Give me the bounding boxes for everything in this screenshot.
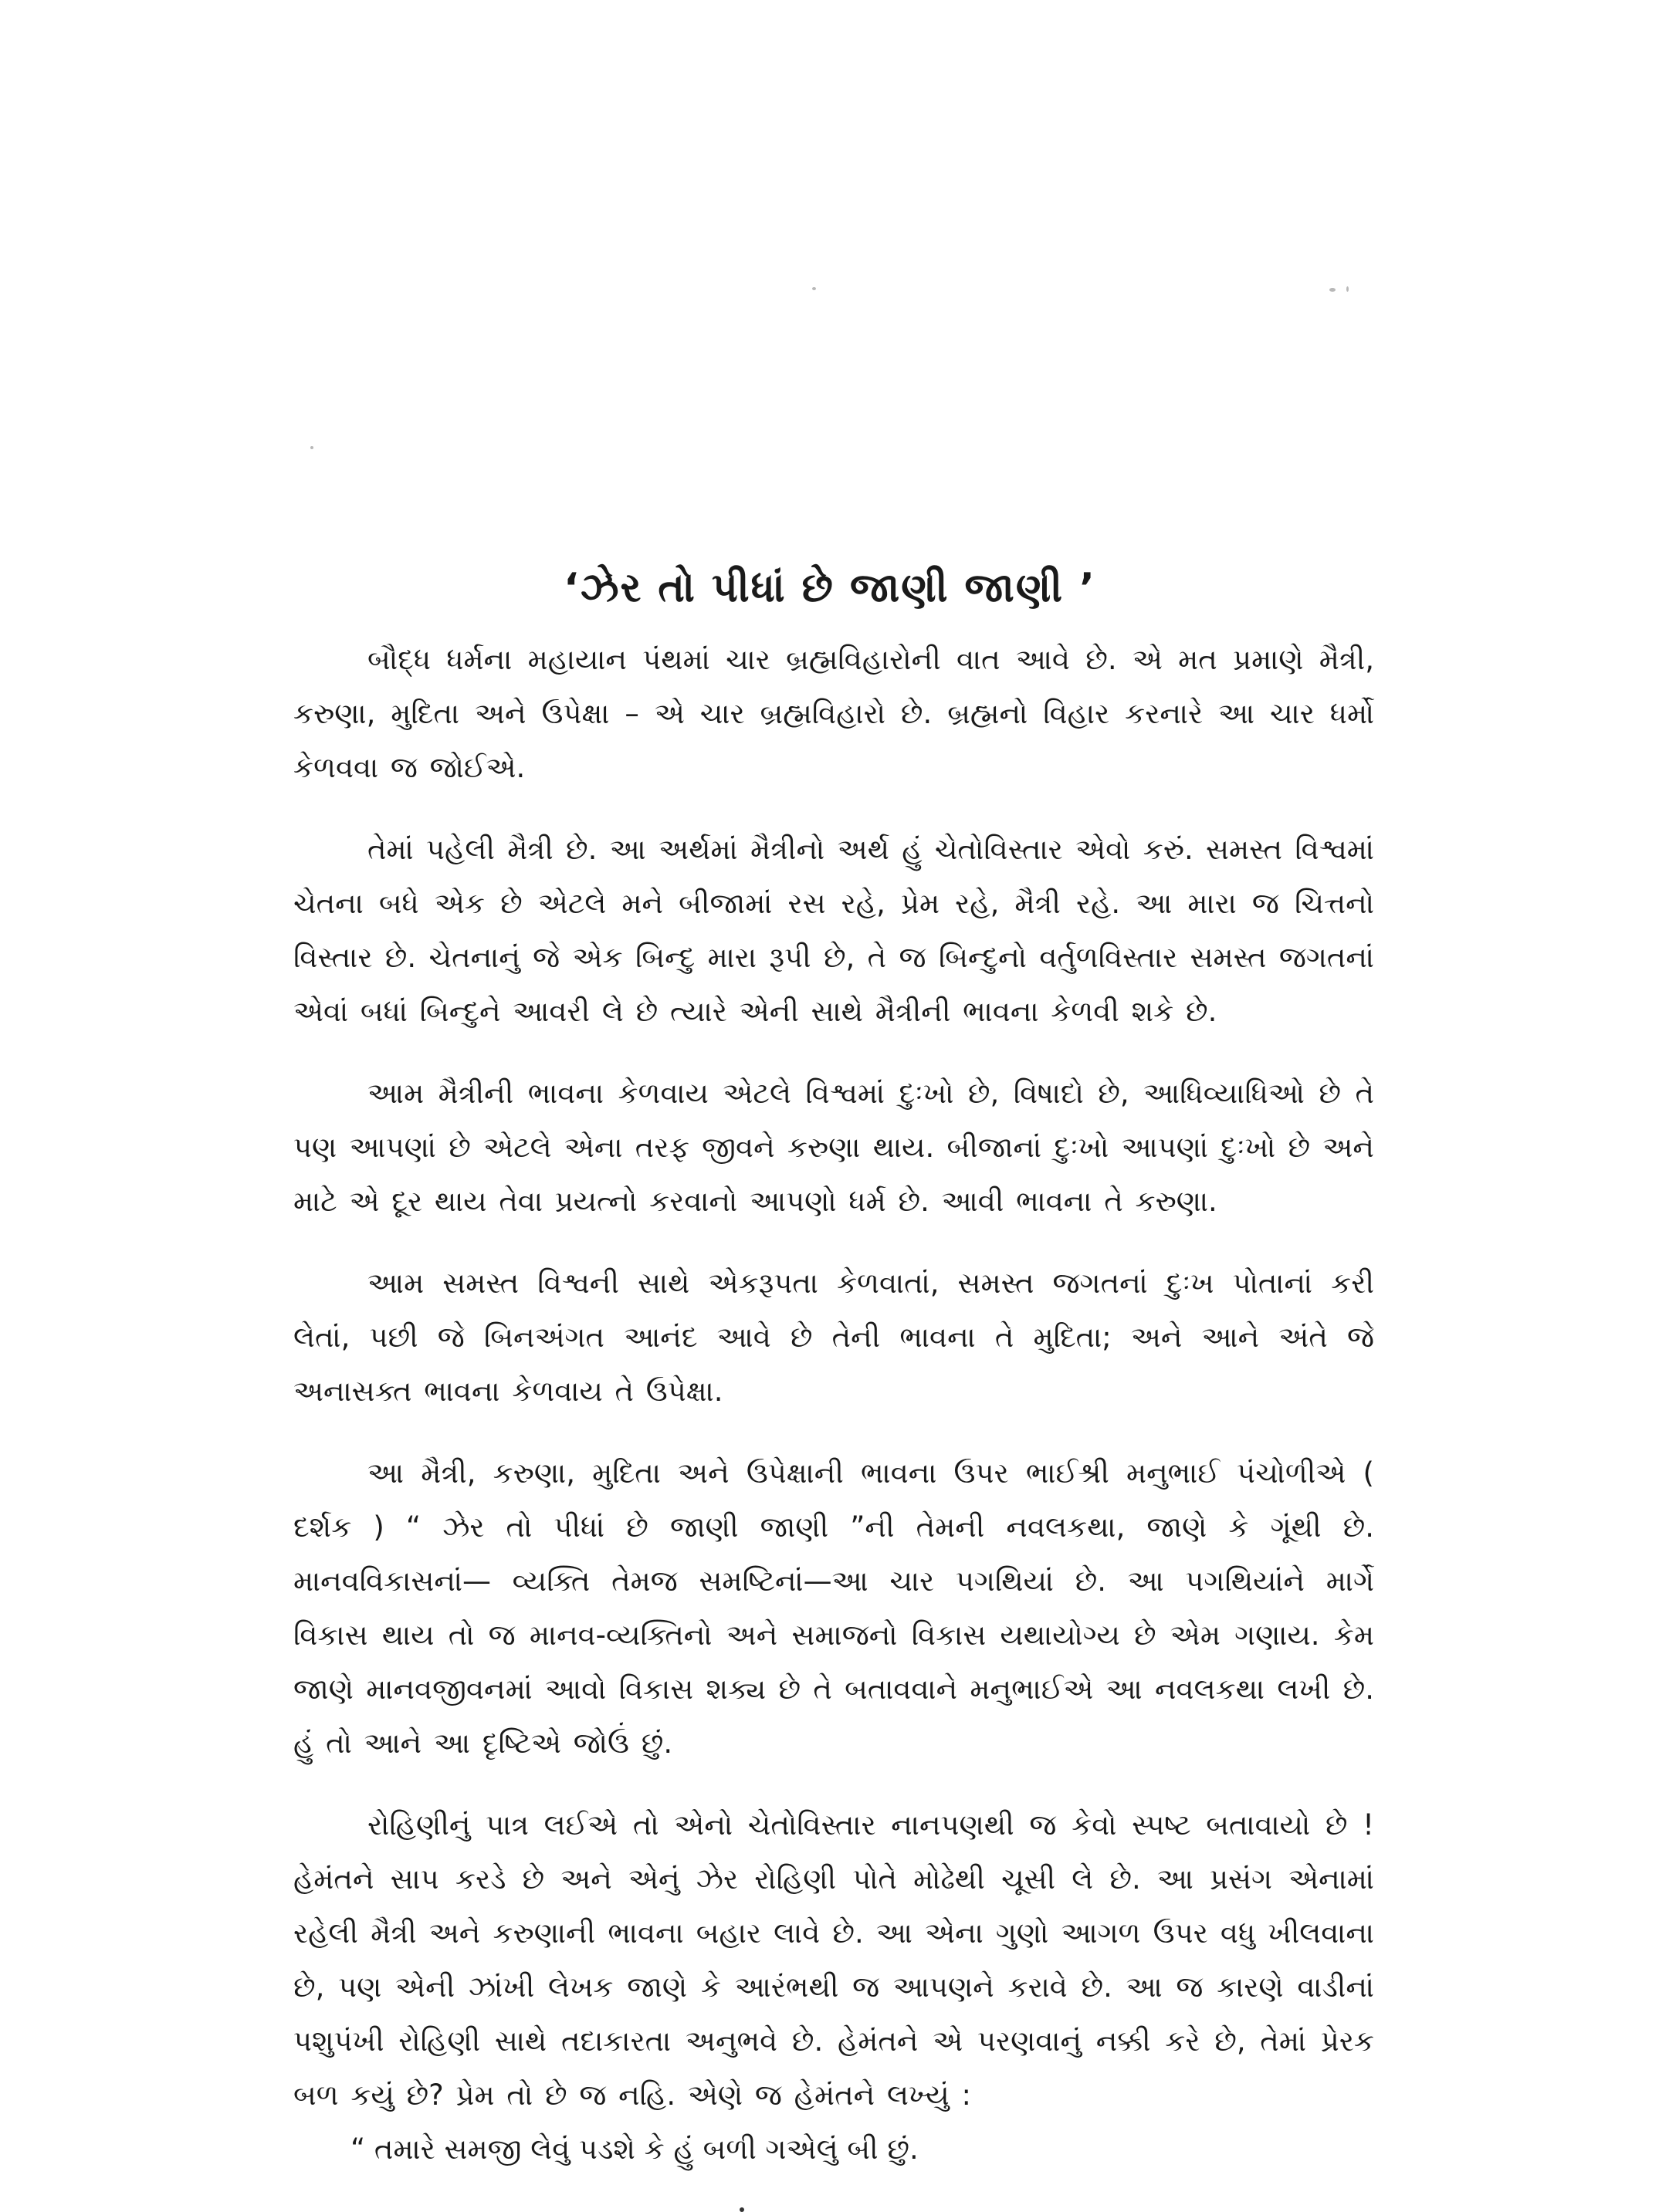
page-title: ‘ઝેર તો પીધાં છે જાણી જાણી ’ [564,565,1096,611]
paragraph-3: આમ મૈત્રીની ભાવના કેળવાય એટલે વિશ્વમાં દુઃખો છે, વિષાદો છે, આધિવ્યાધિઓ છે તે પણ આપણાં છે એટલે એના તરફ જીવને કરુણા થાય. બીજાનાં દુઃખો આપણાં દુઃખો છે અને માટે એ દૂર થાય તેવા પ્રયત્નો કરવાનો આપણો ધર્મ છે. આવી ભાવના તે કરુણા. [293,1077,1374,1218]
page-dot [740,2207,744,2212]
paragraph-2: તેમાં પહેલી મૈત્રી છે. આ અર્થમાં મૈત્રીનો અર્થ હું ચેતોવિસ્તાર એવો કરું. સમસ્ત વિશ્વમાં ચેતના બધે એક છે એટલે મને બીજામાં રસ રહે, પ્રેમ રહે, મૈત્રી રહે. આ મારા જ ચિત્તનો વિસ્તાર છે. ચેતનાનું જે એક બિન્દુ મારા રૂપી છે, તે જ બિન્દુનો વર્તુળવિસ્તાર સમસ્ત જગતનાં એવાં બધાં બિન્દુને આવરી લે છે ત્યારે એની સાથે મૈત્રીની ભાવના કેળવી શકે છે. [293,833,1374,1028]
body-text [293,633,1374,2176]
scan-speck [812,287,816,290]
scan-speck [310,446,313,449]
quote-line: “ તમારે સમજી લેવું પડશે કે હું બળી ગએલું બી છું. [350,2133,919,2166]
paragraph-4: આમ સમસ્ત વિશ્વની સાથે એકરૂપતા કેળવાતાં, સમસ્ત જગતનાં દુઃખ પોતાનાં કરી લેતાં, પછી જે બિનઅંગત આનંદ આવે છે તેની ભાવના તે મુદિતા; અને આને અંતે જે અનાસક્ત ભાવના કેળવાય તે ઉપેક્ષા. [293,1267,1374,1408]
paragraph-1: બૌદ્ધ ધર્મના મહાયાન પંથમાં ચાર બ્રહ્મવિહારોની વાત આવે છે. એ મત પ્રમાણે મૈત્રી, કરુણા, મુદિતા અને ઉપેક્ષા – એ ચાર બ્રહ્મવિહારો છે. બ્રહ્મનો વિહાર કરનારે આ ચાર ધર્મો કેળવવા જ જોઈએ. [293,643,1374,784]
scan-speck [1346,286,1349,292]
paragraph-5: આ મૈત્રી, કરુણા, મુદિતા અને ઉપેક્ષાની ભાવના ઉપર ભાઈશ્રી મનુભાઈ પંચોળીએ ( દર્શક ) “ ઝેર તો પીધાં છે જાણી જાણી ”ની તેમની નવલકથા, જાણે કે ગૂંથી છે. માનવવિકાસનાં— વ્યક્તિ તેમજ સમષ્ટિનાં—આ ચાર પગથિયાં છે. આ પગથિયાંને માર્ગે વિકાસ થાય તો જ માનવ-વ્યક્તિનો અને સમાજનો વિકાસ યથાયોગ્ય છે એમ ગણાય. કેમ જાણે માનવજીવનમાં આવો વિકાસ શક્ય છે તે બતાવવાને મનુભાઈએ આ નવલકથા લખી છે. હું તો આને આ દૃષ્ટિએ જોઉં છું. [293,1456,1374,1760]
scan-speck [1329,288,1336,292]
paragraph-6: રોહિણીનું પાત્ર લઈએ તો એનો ચેતોવિસ્તાર નાનપણથી જ કેવો સ્પષ્ટ બતાવાયો છે ! હેમંતને સાપ કરડે છે અને એનું ઝેર રોહિણી પોતે મોઢેથી ચૂસી લે છે. આ પ્રસંગ એનામાં રહેલી મૈત્રી અને કરુણાની ભાવના બહાર લાવે છે. આ એના ગુણો આગળ ઉપર વધુ ખીલવાના છે, પણ એની ઝાંખી લેખક જાણે કે આરંભથી જ આપણને કરાવે છે. આ જ કારણે વાડીનાં પશુપંખી રોહિણી સાથે તદાકારતા અનુભવે છે. હેમંતને એ પરણવાનું નક્કી કરે છે, તેમાં પ્રેરક બળ કયું છે? પ્રેમ તો છે જ નહિ. એણે જ હેમંતને લખ્યું : [293,1808,1374,2112]
